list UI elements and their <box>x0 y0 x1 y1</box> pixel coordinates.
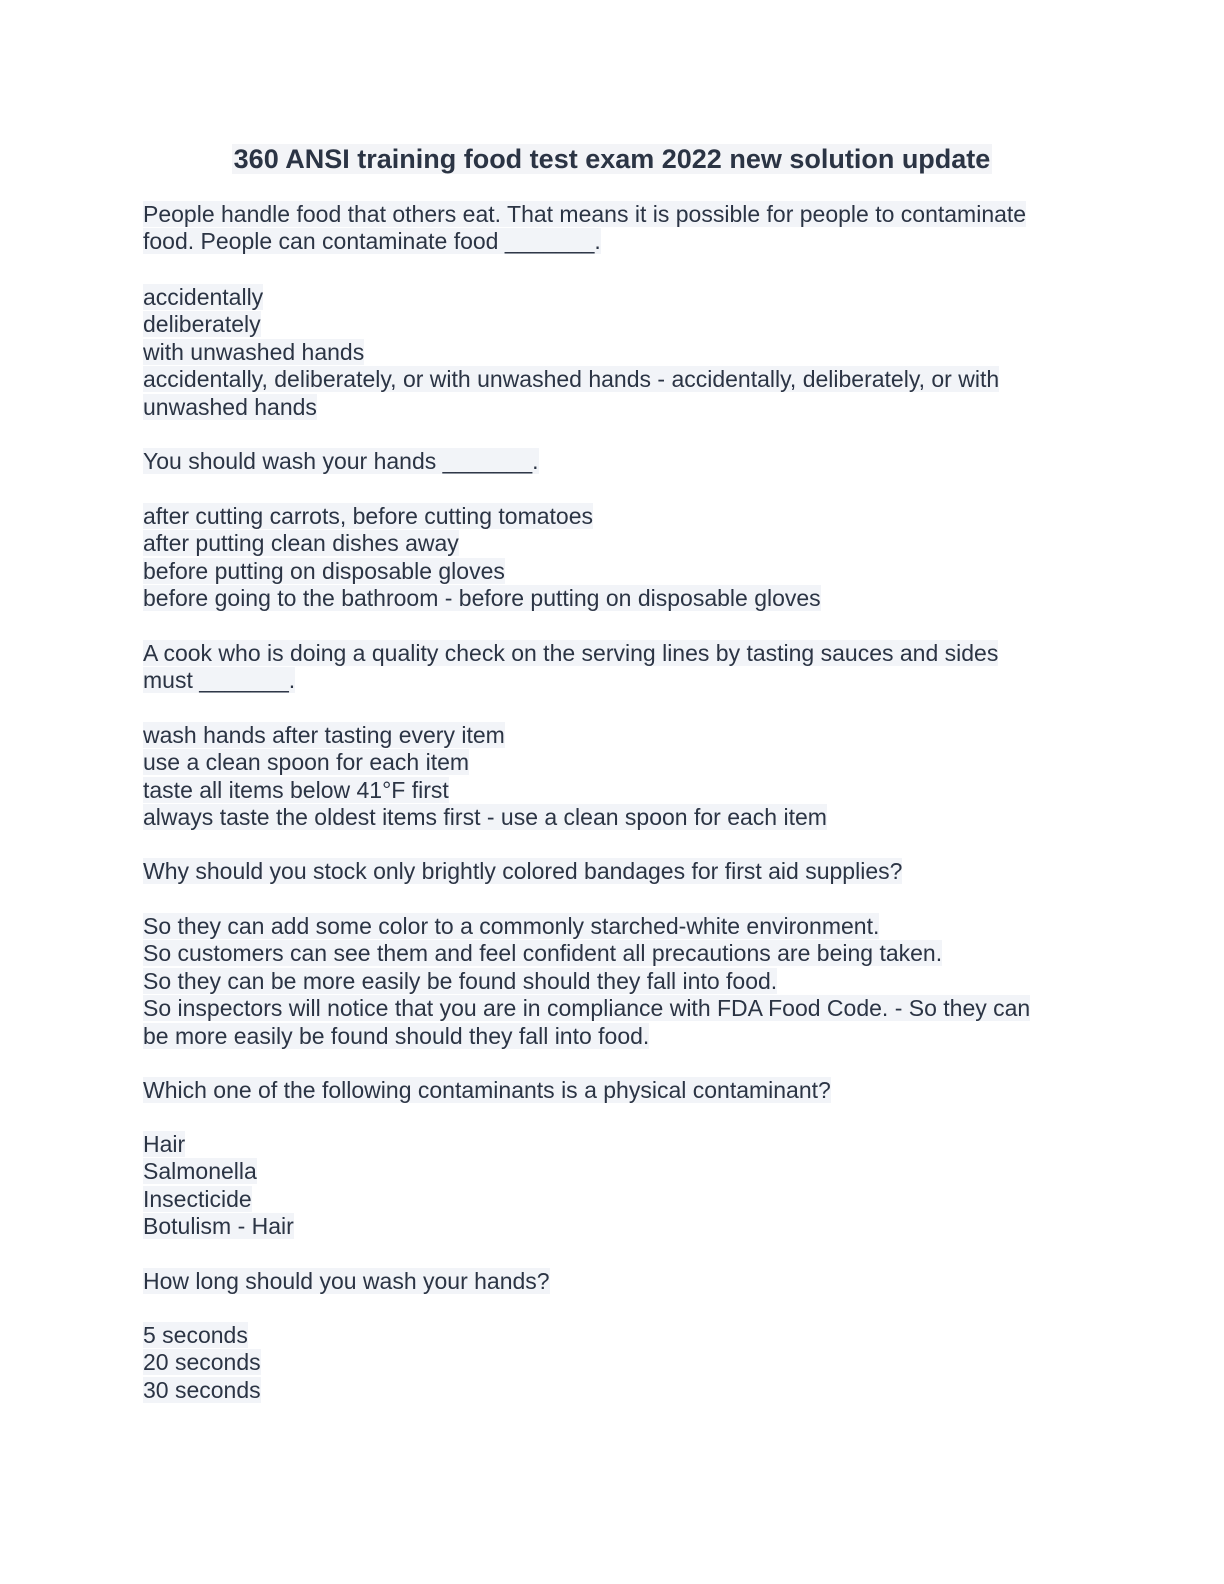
text-line <box>143 585 1083 612</box>
text-line <box>143 228 1083 255</box>
text-line <box>143 1268 1083 1295</box>
text-block <box>143 503 1083 613</box>
text-line-content: with unwashed hands <box>143 338 365 365</box>
text-line <box>143 1377 1083 1404</box>
text-line-content: How long should you wash your hands? <box>143 1268 550 1294</box>
text-line-content: 30 seconds <box>143 1376 261 1403</box>
text-block <box>143 1268 1083 1295</box>
text-line-content: after putting clean dishes away <box>143 530 459 557</box>
text-block <box>143 1077 1083 1104</box>
text-line <box>143 284 1083 311</box>
text-line-content: Hair <box>143 1131 186 1157</box>
text-line <box>143 1077 1083 1104</box>
text-line <box>143 913 1083 940</box>
text-line <box>143 1322 1083 1349</box>
text-block <box>143 1322 1083 1404</box>
text-line-content: A cook who is doing a quality check on the serving lines by tasting sauces and sides <box>143 640 999 666</box>
text-line-content: You should wash your hands _______. <box>143 448 539 474</box>
text-line-content: before going to the bathroom - before putting on disposable gloves <box>143 585 821 612</box>
text-line-content: deliberately <box>143 311 261 338</box>
text-line <box>143 201 1083 228</box>
text-line <box>143 1349 1083 1376</box>
text-block <box>143 858 1083 885</box>
text-line-content: taste all items below 41°F first <box>143 776 449 803</box>
text-line-content: Botulism - Hair <box>143 1213 294 1240</box>
text-line <box>143 858 1083 885</box>
text-line <box>143 1131 1083 1158</box>
text-line <box>143 394 1083 421</box>
text-line-content: Why should you stock only brightly colored bandages for first aid supplies? <box>143 858 903 884</box>
text-line <box>143 1213 1083 1240</box>
text-line-content: People handle food that others eat. That means it is possible for people to contaminate <box>143 201 1027 227</box>
text-line-content: Insecticide <box>143 1185 252 1212</box>
text-line-content: be more easily be found should they fall into food. <box>143 1022 650 1049</box>
page-title-text: 360 ANSI training food test exam 2022 new solution update <box>233 144 991 174</box>
text-line-content: Salmonella <box>143 1158 257 1185</box>
text-line-content: So they can add some color to a commonly starched-white environment. <box>143 913 880 939</box>
text-line-content: So inspectors will notice that you are in compliance with FDA Food Code. - So they can <box>143 995 1031 1022</box>
text-line <box>143 777 1083 804</box>
text-line-content: unwashed hands <box>143 393 317 420</box>
text-block <box>143 284 1083 421</box>
text-line <box>143 1023 1083 1050</box>
text-line-content: 5 seconds <box>143 1322 248 1348</box>
text-line-content: food. People can contaminate food _______. <box>143 228 601 255</box>
text-line <box>143 448 1083 475</box>
text-line <box>143 804 1083 831</box>
text-line <box>143 667 1083 694</box>
text-line <box>143 640 1083 667</box>
text-line <box>143 311 1083 338</box>
text-block <box>143 201 1083 256</box>
text-line-content: use a clean spoon for each item <box>143 749 470 776</box>
text-block <box>143 722 1083 832</box>
text-line <box>143 1186 1083 1213</box>
text-block <box>143 913 1083 1050</box>
text-line-content: must _______. <box>143 667 296 694</box>
text-line-content: 20 seconds <box>143 1349 261 1376</box>
text-line <box>143 722 1083 749</box>
text-line <box>143 1158 1083 1185</box>
text-line-content: always taste the oldest items first - use a clean spoon for each item <box>143 804 827 831</box>
text-line <box>143 503 1083 530</box>
page-title <box>0 141 1224 177</box>
text-line <box>143 940 1083 967</box>
text-line-content: accidentally <box>143 284 264 310</box>
text-line <box>143 749 1083 776</box>
text-line <box>143 530 1083 557</box>
text-line-content: accidentally, deliberately, or with unwashed hands - accidentally, deliberately, or with <box>143 366 1000 393</box>
text-line <box>143 968 1083 995</box>
text-line <box>143 366 1083 393</box>
text-block <box>143 640 1083 695</box>
text-line-content: wash hands after tasting every item <box>143 722 505 748</box>
text-block <box>143 448 1083 475</box>
text-line-content: after cutting carrots, before cutting tomatoes <box>143 503 594 529</box>
text-line-content: So customers can see them and feel confident all precautions are being taken. <box>143 940 943 967</box>
text-line <box>143 995 1083 1022</box>
text-line-content: So they can be more easily be found should they fall into food. <box>143 967 778 994</box>
text-line-content: before putting on disposable gloves <box>143 557 505 584</box>
text-line-content: Which one of the following contaminants is a physical contaminant? <box>143 1077 831 1103</box>
text-line <box>143 558 1083 585</box>
text-block <box>143 1131 1083 1241</box>
text-line <box>143 339 1083 366</box>
